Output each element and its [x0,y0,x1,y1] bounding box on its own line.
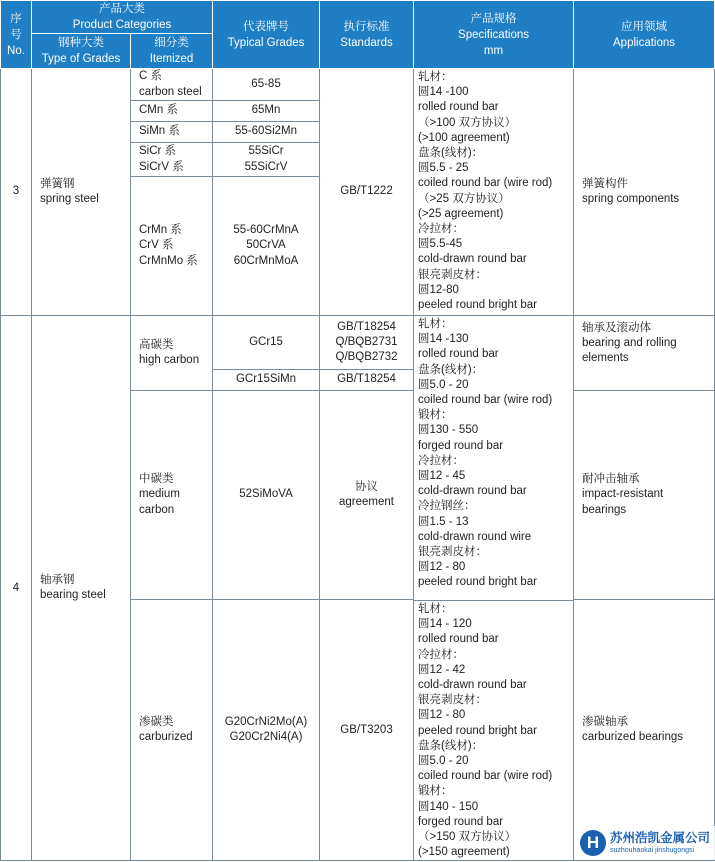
grade-65-85: 65-85 [213,69,320,101]
itemized-carburized: 渗碳类 carburized [131,600,213,861]
grade-gcr15: GCr15 [213,316,320,370]
application-spring: 弹簧构件 spring components [574,69,715,316]
grade-52simova: 52SiMoVA [213,391,320,600]
application-impact-resistant: 耐冲击轴承 impact-resistant bearings [574,391,715,600]
grade-carburized: G20CrNi2Mo(A) G20Cr2Ni4(A) [213,600,320,861]
company-logo [578,826,715,860]
specs-carburized: 轧材： 圆14 - 120 rolled round bar 冷拉材： 圆12 - 42 cold-drawn round bar 银亮剥皮材： 圆12 - 80 peeled round bright bar 盘条(线材)： 圆5.0 - 20 coiled round bar (wire rod) 锻材： 圆140 - 150 forged round bar （>150 双方协议） (>150 agreement) [414,601,574,861]
standard-gbt3203: GB/T3203 [320,600,414,861]
standard-gcr15: GB/T18254 Q/BQB2731 Q/BQB2732 [320,316,414,370]
row-no-3: 3 [1,69,32,316]
type-spring-steel: 弹簧钢 spring steel [32,69,131,316]
company-name-cn: 苏州浩凯金属公司 [610,831,711,846]
itemized-high-carbon: 高碳类 high carbon [131,316,213,391]
standard-agreement: 协议 agreement [320,391,414,600]
itemized-c: C 系 carbon steel [131,69,213,101]
application-bearing-rolling: 轴承及滚动体 bearing and rolling elements [574,316,715,391]
grade-55-60si2mn: 55-60Si2Mn [213,122,320,143]
specs-spring: 轧材： 圆14 -100 rolled round bar （>100 双方协议） (>100 agreement) 盘条(线材)： 圆5.5 - 25 coiled round bar (wire rod) （>25 双方协议） (>25 agreement) 冷拉材： 圆5.5-45 cold-drawn round bar 银亮剥皮材： 圆12-80 peeled round bright bar [414,69,574,316]
company-name-en: suzhouhaokai jinshugongsi [610,846,695,854]
itemized-cmn: CMn 系 [131,101,213,122]
standard-gcr15simn: GB/T18254 [320,370,414,391]
header-type-of-grades: 钢种大类 Type of Grades [32,34,131,69]
specs-bearing-carbon: 轧材： 圆14 -130 rolled round bar 盘条(线材)： 圆5.0 - 20 coiled round bar (wire rod) 锻材： 圆130 - 550 forged round bar 冷拉材： 圆12 - 45 cold-drawn round bar 冷拉钢丝： 圆1.5 - 13 cold-drawn round wire 银亮剥皮材： 圆12 - 80 peeled round bright bar [414,316,574,601]
header-no: 序 号 No. [1,1,32,69]
standard-gbt1222: GB/T1222 [320,69,414,316]
itemized-crmn: CrMn 系 CrV 系 CrMnMo 系 [131,177,213,316]
application-carburized: 渗碳轴承 carburized bearings [574,600,715,861]
grade-55sicr: 55SiCr 55SiCrV [213,143,320,177]
header-specifications: 产品规格 Specifications mm [414,1,574,69]
header-itemized: 细分类 Itemized [131,34,213,69]
grade-gcr15simn: GCr15SiMn [213,370,320,391]
itemized-simn: SiMn 系 [131,122,213,143]
company-logo-icon: H [580,830,606,856]
header-product-categories: 产品大类 Product Categories [32,1,213,34]
header-typical-grades: 代表牌号 Typical Grades [213,1,320,69]
header-applications: 应用领域 Applications [574,1,715,69]
itemized-sicr: SiCr 系 SiCrV 系 [131,143,213,177]
type-bearing-steel: 轴承钢 bearing steel [32,316,131,861]
header-standards: 执行标准 Standards [320,1,414,69]
grade-65mn: 65Mn [213,101,320,122]
row-no-4: 4 [1,316,32,861]
itemized-medium-carbon: 中碳类 medium carbon [131,391,213,600]
grade-crmn-group: 55-60CrMnA 50CrVA 60CrMnMoA [213,177,320,316]
